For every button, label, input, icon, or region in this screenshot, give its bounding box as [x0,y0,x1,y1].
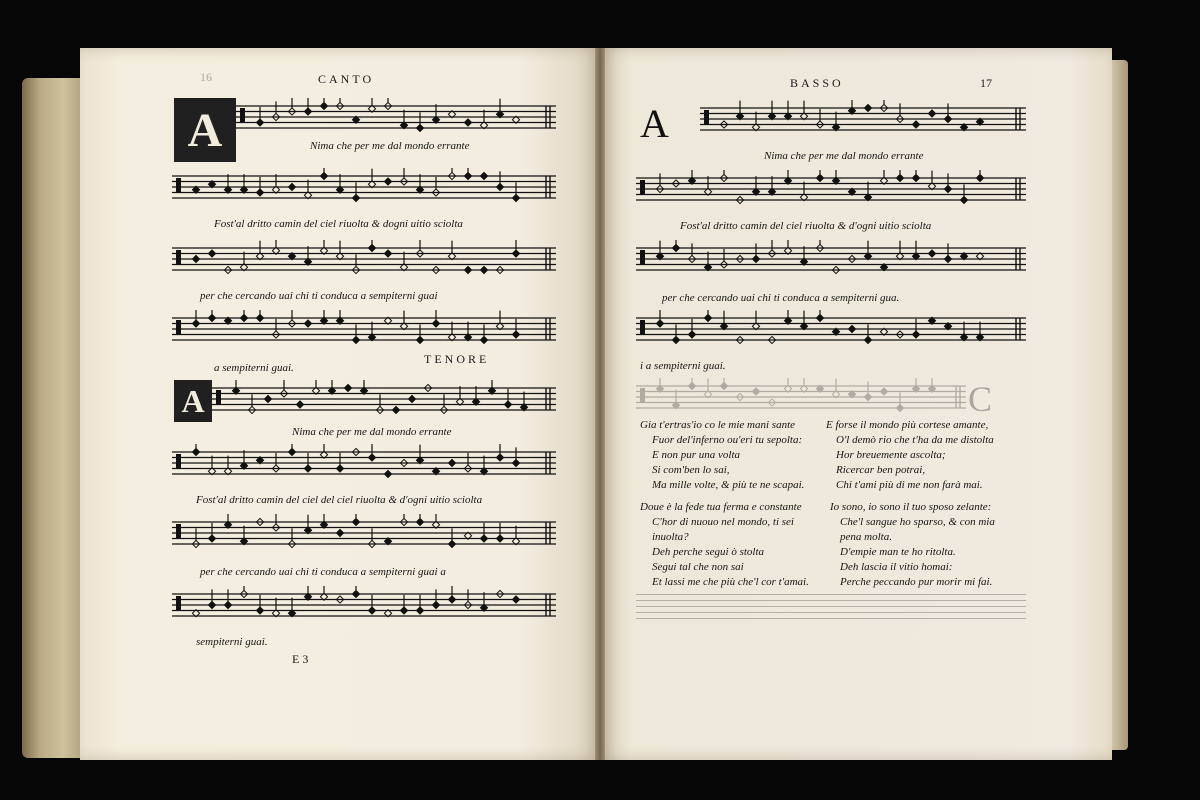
show-through-initial-c: C [968,379,993,419]
lyric-line: sempiterni guai. [196,636,268,648]
page-block-edge-left [22,78,80,758]
note-head [208,250,215,257]
staff-basso-2 [636,170,1026,210]
note-head [352,194,359,201]
clef-glyph [176,596,181,610]
note-head [688,331,695,338]
faint-staff-line [636,594,1026,595]
note-head [288,448,295,455]
verse-stanza-1-right [826,418,994,493]
verse-line: Perche peccando pur morir mi fai. [840,576,993,588]
note-head [752,388,759,395]
note-head [256,119,263,126]
note-head [464,266,471,273]
note-head [512,459,519,466]
verse-line: O'l demò rio che t'ha da me distolta [836,434,994,446]
staff-canto-1 [236,98,556,138]
verse-line: Io sono, io sono il tuo sposo zelante: [830,501,992,513]
note-head [480,336,487,343]
verse-line: Ma mille volte, & più te ne scapai. [652,479,805,491]
lyric-line: per che cercando uai chi ti conduca a sempiterni guai [200,290,438,302]
note-head [368,244,375,251]
folio-right: 17 [980,76,992,90]
note-head [352,518,359,525]
note-head [928,250,935,257]
note-head [512,596,519,603]
note-head [496,535,503,542]
note-head [976,174,983,181]
note-head [416,336,423,343]
lyric-line: per che cercando uai chi ti conduca a sempiterni guai a [200,566,446,578]
note-head [720,382,727,389]
note-head [496,454,503,461]
staff-tenore-2 [172,444,556,484]
staff-canto-3 [172,240,556,280]
note-head [208,535,215,542]
note-head [928,110,935,117]
note-head [480,266,487,273]
note-head [848,325,855,332]
staff-basso-3 [636,240,1026,280]
lyric-line: i a sempiterni guai. [640,360,726,372]
note-head [288,183,295,190]
lyric-line: Nima che per me dal mondo errante [764,150,924,162]
note-head [192,255,199,262]
note-head [816,314,823,321]
decorated-initial-a: A [174,380,212,422]
note-head [304,320,311,327]
faint-staff-line [636,606,1026,607]
note-head [384,250,391,257]
clef-glyph [176,250,181,264]
verse-line: Chi t'ami più di me non farà mai. [836,479,983,491]
note-head [432,320,439,327]
note-head [368,454,375,461]
note-head [448,540,455,547]
note-head [816,174,823,181]
note-head [192,448,199,455]
note-head [704,314,711,321]
part-header-tenore: TENORE [424,352,490,366]
faint-staff-line [636,618,1026,619]
note-head [408,395,415,402]
verse-line: Che'l sangue ho sparso, & con mia [840,516,995,528]
verse-line: Segui tal che non sai [652,561,744,573]
verse-line: Et lassi me che più che'l cor t'amai. [652,576,809,588]
clef-glyph [640,180,645,194]
decorated-initial-a: A [174,98,236,162]
note-head [864,104,871,111]
note-head [264,395,271,402]
note-head [400,607,407,614]
note-head [896,174,903,181]
verse-stanza-2-left [640,500,809,590]
note-head [336,465,343,472]
note-head [256,189,263,196]
faint-staff-line [636,600,1026,601]
verse-line: D'empie man te ho ritolta. [840,546,956,558]
note-head [864,393,871,400]
show-through-staff [636,378,966,418]
verse-line: Fuor del'inferno ou'eri tu sepolta: [652,434,803,446]
note-head [344,384,351,391]
note-head [656,320,663,327]
verse-stanza-1-left [640,418,804,493]
note-head [688,382,695,389]
note-head [672,244,679,251]
note-head [464,119,471,126]
clef-glyph [640,388,645,402]
folio-left: 16 [200,70,212,84]
clef-glyph [640,320,645,334]
note-head [944,255,951,262]
clef-glyph [640,250,645,264]
lyric-line: Nima che per me dal mondo errante [292,426,452,438]
clef-glyph [240,108,245,122]
note-head [240,314,247,321]
staff-tenore-3 [172,514,556,554]
note-head [896,404,903,411]
note-head [296,401,303,408]
verse-line: Deh lascia il vitio homai: [840,561,953,573]
note-head [432,601,439,608]
note-head [672,336,679,343]
verse-line: inuolta? [652,531,689,543]
staff-canto-2 [172,168,556,208]
clef-glyph [176,524,181,538]
note-head [944,185,951,192]
note-head [480,535,487,542]
book-gutter [595,48,605,760]
signature-mark: E 3 [292,652,309,666]
lyric-line: Fost'al dritto camin del ciel del ciel riuolta & d'ogni uitio sciolta [196,494,483,506]
note-head [392,406,399,413]
lyric-line: Fost'al dritto camin del ciel riuolta & d'ogni uitio sciolta [680,220,932,232]
note-head [208,314,215,321]
verse-line: E forse il mondo più cortese amante, [826,419,989,431]
staff-basso-4 [636,310,1026,350]
verse-line: E non pur una volta [652,449,740,461]
staff-basso-1 [700,100,1026,140]
lyric-line: per che cercando uai chi ti conduca a sempiterni gua. [662,292,900,304]
note-head [512,331,519,338]
note-head [752,255,759,262]
note-head [208,601,215,608]
verse-line: Ricercar ben potrai, [836,464,926,476]
staff-canto-4 [172,310,556,350]
verse-line: pena molta. [840,531,892,543]
note-head [464,172,471,179]
page-block-edge-right [1112,60,1128,750]
note-head [320,102,327,109]
note-head [416,518,423,525]
note-head [496,183,503,190]
initial-a: A [640,101,669,146]
clef-glyph [704,110,709,124]
note-head [960,196,967,203]
note-head [912,331,919,338]
note-head [512,194,519,201]
note-head [192,320,199,327]
lyric-line: a sempiterni guai. [214,362,294,374]
lyric-line: Fost'al dritto camin del ciel riuolta & dogni uitio sciolta [214,218,463,230]
note-head [448,596,455,603]
note-head [304,465,311,472]
lyric-line: Nima che per me dal mondo errante [310,140,470,152]
note-head [448,459,455,466]
verse-line: Doue è la fede tua ferma e constante [640,501,802,513]
note-head [864,336,871,343]
part-header-basso: BASSO [790,76,844,90]
verse-line: Gia t'ertras'io co le mie mani sante [640,419,796,431]
verse-line: Si com'ben lo sai, [652,464,730,476]
clef-glyph [216,390,221,404]
verse-line: C'hor di nuouo nel mondo, ti sei [652,516,794,528]
note-head [304,108,311,115]
clef-glyph [176,178,181,192]
staff-tenore-1 [212,380,556,420]
note-head [256,607,263,614]
note-head [416,124,423,131]
staff-tenore-4 [172,586,556,626]
faint-staff-line [636,612,1026,613]
note-head [944,115,951,122]
note-head [912,174,919,181]
note-head [384,178,391,185]
note-head [256,314,263,321]
verse-line: Deh perche segui ò stolta [652,546,765,558]
note-head [912,121,919,128]
note-head [224,601,231,608]
verse-stanza-2-right [830,500,995,590]
note-head [384,470,391,477]
note-head [480,172,487,179]
note-head [320,172,327,179]
note-head [352,590,359,597]
note-head [352,336,359,343]
verse-line: Hor breuemente ascolta; [836,449,946,461]
part-header-canto: CANTO [318,72,375,86]
note-head [880,388,887,395]
note-head [512,250,519,257]
note-head [416,607,423,614]
note-head [504,401,511,408]
clef-glyph [176,320,181,334]
clef-glyph [176,454,181,468]
note-head [336,529,343,536]
note-head [368,607,375,614]
